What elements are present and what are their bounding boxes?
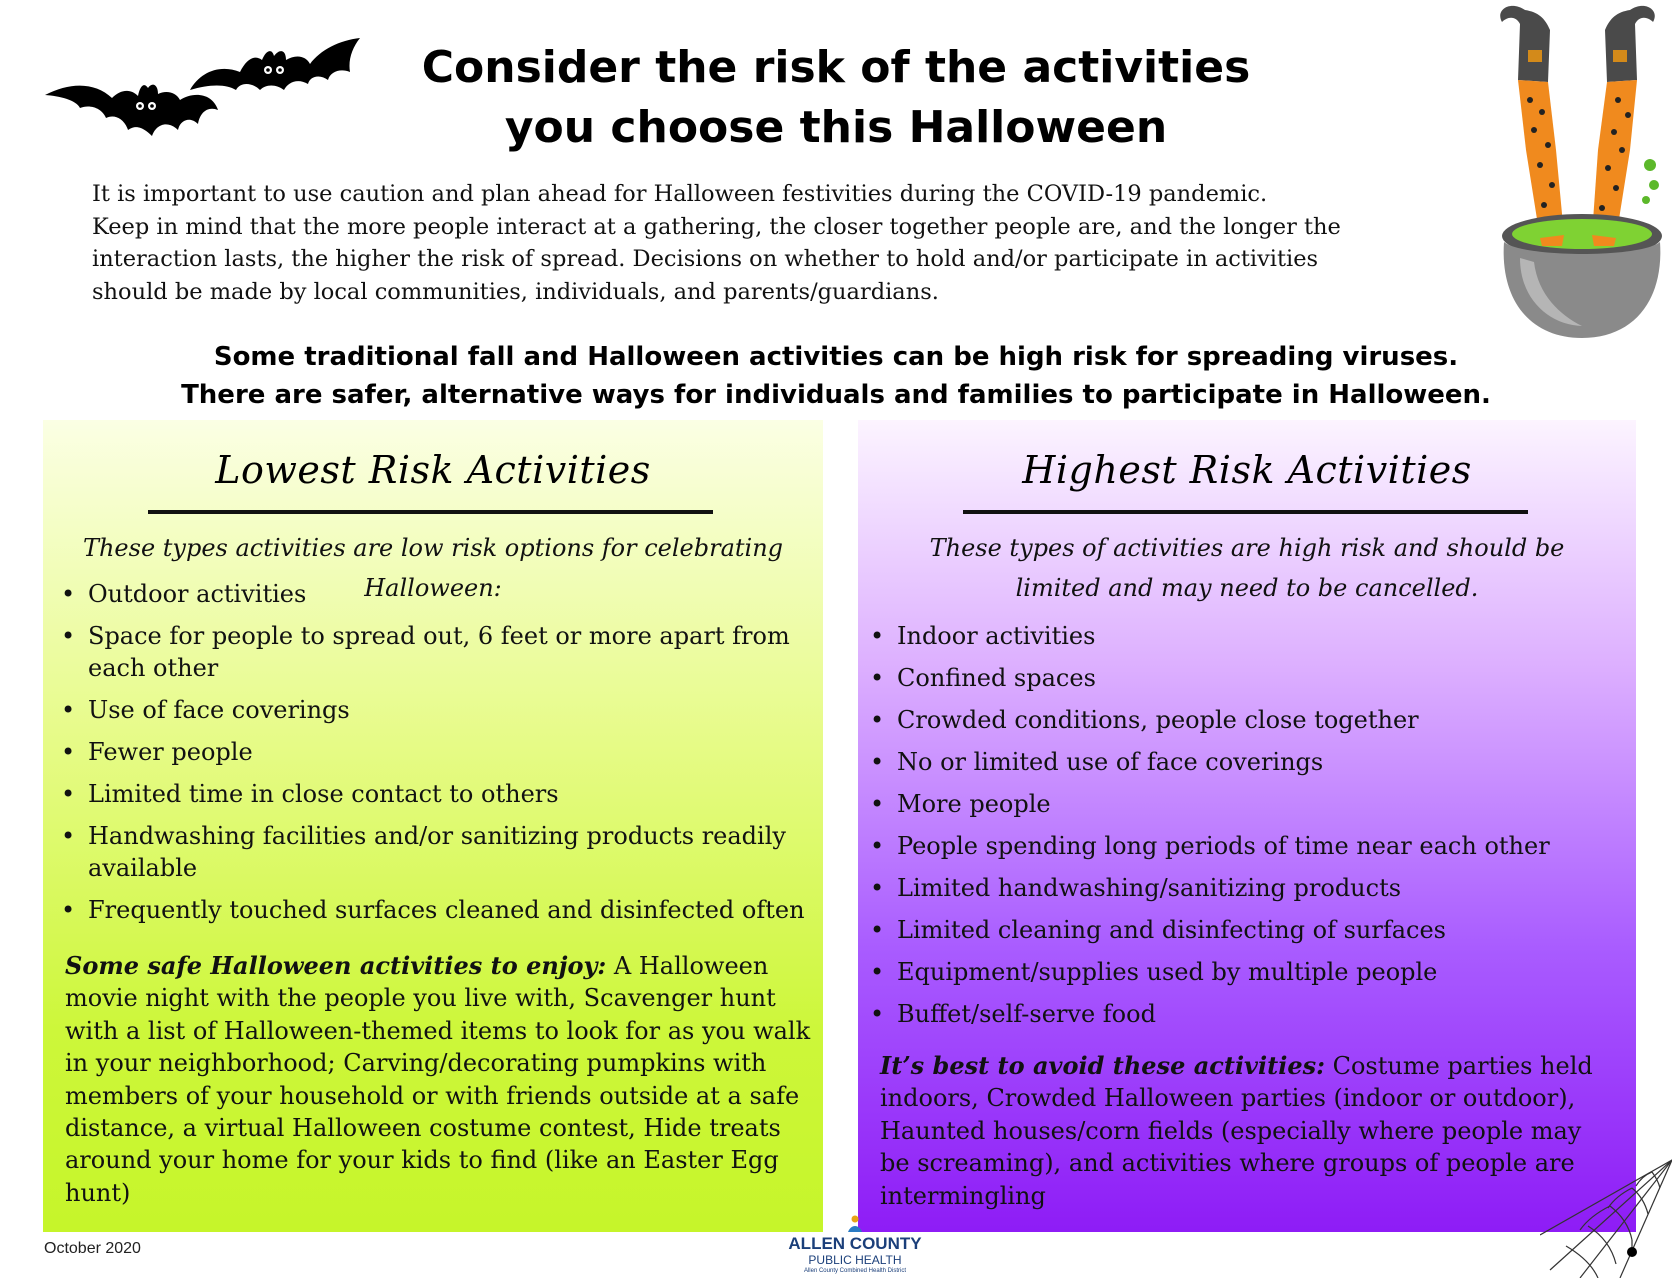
lowest-risk-panel	[43, 420, 823, 1232]
highest-risk-list	[852, 620, 1622, 1040]
subheading-line-1: Some traditional fall and Halloween activities can be high risk for spreading viruses.	[213, 342, 1459, 372]
highest-risk-divider	[963, 510, 1528, 514]
safe-activities-text: A Halloween movie night with the people you live with, Scavenger hunt with a list of Halloween-themed items to look for as you walk in your neighborhood; Carving/decorating pumpkins with members of your household or with friends outside at a safe distance, a virtual Halloween costume contest, Hide treats around your home for your kids to find (like an Easter Egg hunt)	[65, 952, 811, 1207]
highest-risk-intro: These types of activities are high risk and should be limited and may need to be cancelled.	[929, 534, 1565, 602]
intro-line: It is important to use caution and plan ahead for Halloween festivities during the COVID-19 pandemic.	[92, 181, 1268, 207]
list-item: • Fewer people	[43, 736, 813, 768]
spider-web-icon	[1540, 1140, 1672, 1278]
allen-county-logo	[770, 1214, 940, 1274]
logo-subtitle: PUBLIC HEALTH	[808, 1253, 902, 1267]
highest-risk-panel	[858, 420, 1636, 1232]
list-item: • Indoor activities	[852, 620, 1622, 652]
safe-activities-label: Some safe Halloween activities to enjoy:	[65, 951, 607, 980]
list-item: • No or limited use of face coverings	[852, 746, 1622, 778]
list-item: • Outdoor activities	[43, 578, 813, 610]
lowest-risk-list	[43, 578, 813, 936]
intro-line: Keep in mind that the more people interact at a gathering, the closer together people are, and the longer the	[92, 213, 1341, 240]
list-item: • Equipment/supplies used by multiple people	[852, 956, 1622, 988]
list-item: • Use of face coverings	[43, 694, 813, 726]
logo-tagline: Allen County Combined Health District	[803, 1268, 907, 1274]
list-item: • More people	[852, 788, 1622, 820]
intro-line: interaction lasts, the higher the risk of spread. Decisions on whether to hold and/or participate in activities	[92, 246, 1319, 272]
page-title	[300, 38, 1372, 158]
highest-risk-title: Highest Risk Activities	[1022, 448, 1472, 492]
safe-activities-paragraph	[65, 950, 815, 1209]
avoid-activities-paragraph	[880, 1050, 1615, 1212]
title-line-2: you choose this Halloween	[504, 102, 1168, 153]
list-item: • People spending long periods of time near each other	[852, 830, 1622, 862]
list-item: • Limited time in close contact to others	[43, 778, 813, 810]
person-icon	[845, 1214, 865, 1234]
lowest-risk-title: Lowest Risk Activities	[215, 448, 651, 492]
intro-line: should be made by local communities, individuals, and parents/guardians.	[92, 278, 939, 305]
lowest-risk-divider	[148, 510, 713, 514]
list-item: • Handwashing facilities and/or sanitizing products readily available	[43, 820, 813, 884]
list-item: • Buffet/self-serve food	[852, 998, 1622, 1030]
list-item: • Limited cleaning and disinfecting of surfaces	[852, 914, 1622, 946]
list-item: • Crowded conditions, people close together	[852, 704, 1622, 736]
intro-paragraph	[92, 178, 1452, 308]
list-item: • Frequently touched surfaces cleaned and disinfected often	[43, 894, 813, 926]
list-item: • Confined spaces	[852, 662, 1622, 694]
subheading	[100, 338, 1572, 414]
avoid-activities-label: It’s best to avoid these activities:	[880, 1051, 1325, 1080]
avoid-activities-text: Costume parties held indoors, Crowded Halloween parties (indoor or outdoor), Haunted houses/corn fields (especially where people may be screaming), and activities where groups of people are intermingling	[880, 1052, 1593, 1210]
subheading-line-2: There are safer, alternative ways for individuals and families to participate in Halloween.	[181, 380, 1491, 410]
list-item: • Limited handwashing/sanitizing products	[852, 872, 1622, 904]
title-line-1: Consider the risk of the activities	[421, 42, 1251, 93]
list-item: • Space for people to spread out, 6 feet or more apart from each other	[43, 620, 813, 684]
logo-name: ALLEN COUNTY	[788, 1234, 922, 1253]
lowest-risk-intro: These types activities are low risk options for celebrating Halloween:	[82, 534, 784, 602]
witch-cauldron-icon	[1490, 0, 1670, 340]
date-label: October 2020	[44, 1240, 141, 1257]
